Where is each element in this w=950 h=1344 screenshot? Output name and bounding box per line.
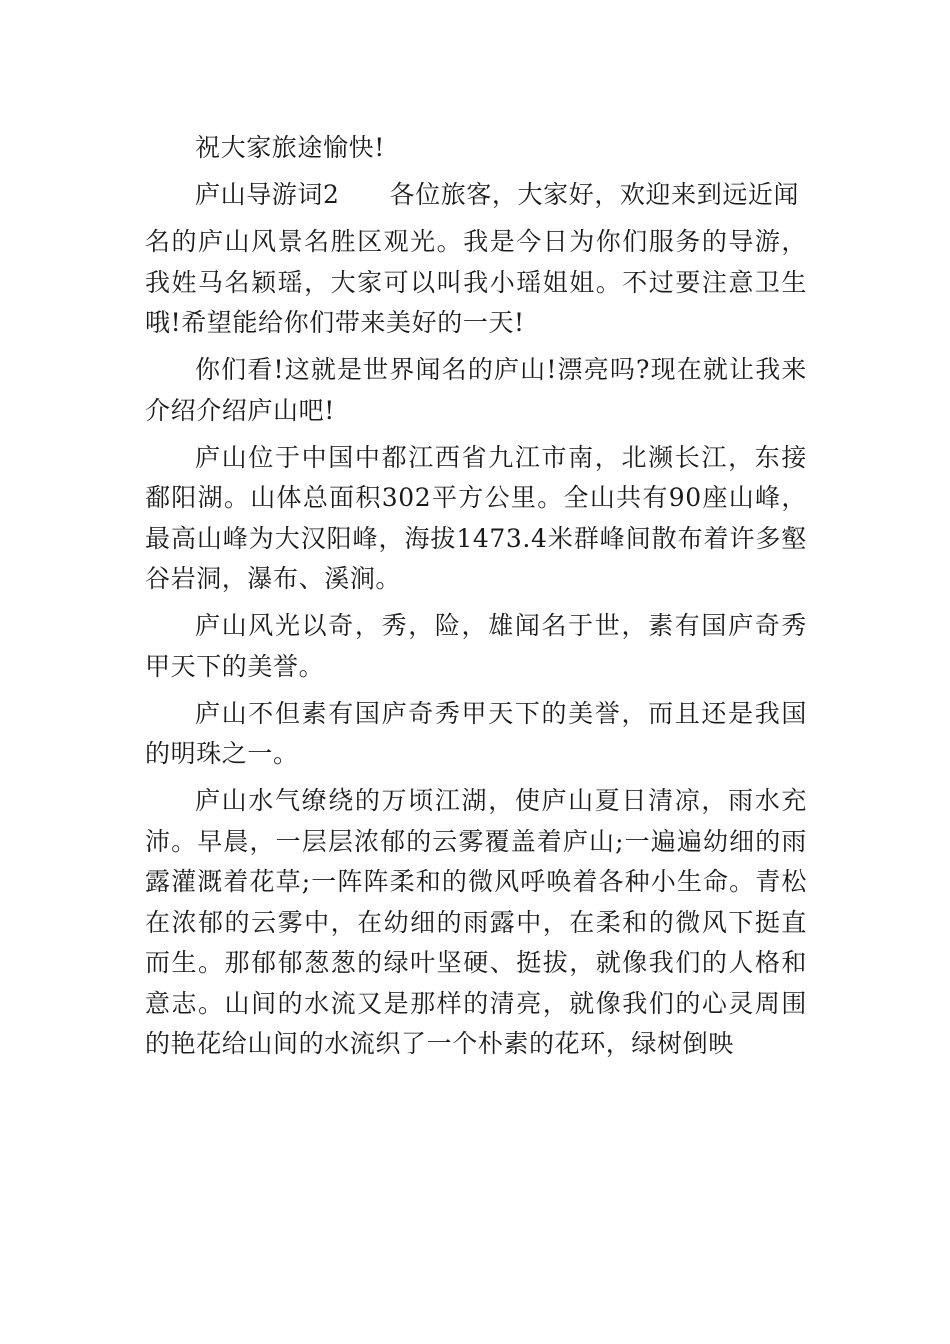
climate-paragraph: 庐山水气缭绕的万顷江湖，使庐山夏日清凉，雨水充沛。早晨，一层层浓郁的云雾覆盖着庐山;一遍遍幼细的雨露灌溉着花草;一阵阵柔和的微风呼唤着各种小生命。青松在浓郁的云雾中，在幼细的雨露中，在柔和的微风下挺直而生。那郁郁葱葱的绿叶坚硬、挺拔，就像我们的人格和意志。山间的水流又是那样的清亮，就像我们的心灵周围的艳花给山间的水流织了一个朴素的花环，绿树倒映: [145, 786, 807, 1058]
pearl-paragraph: 庐山不但素有国庐奇秀甲天下的美誉，而且还是我国的明珠之一。: [145, 698, 807, 768]
closing-wish-paragraph: 祝大家旅途愉快!: [195, 133, 385, 162]
section-heading-paragraph: [145, 175, 807, 216]
scenery-paragraph: 庐山风光以奇，秀，险，雄闻名于世，素有国庐奇秀甲天下的美誉。: [145, 611, 807, 681]
section-opening: 各位旅客，大家好，欢迎来到远近闻: [389, 180, 800, 209]
section-title: 庐山导游词2: [195, 180, 340, 209]
intro-paragraph: 名的庐山风景名胜区观光。我是今日为你们服务的导游，我姓马名颖瑶，大家可以叫我小瑶姐姐。不过要注意卫生哦!希望能给你们带来美好的一天!: [145, 227, 807, 337]
document-body: [145, 128, 807, 1065]
location-paragraph: 庐山位于中国中都江西省九江市南，北濒长江，东接鄱阳湖。山体总面积302平方公里。全山共有90座山峰，最高山峰为大汉阳峰，海拔1473.4米群峰间散布着许多壑谷岩洞，瀑布、溪涧。: [145, 442, 807, 593]
look-paragraph: 你们看!这就是世界闻名的庐山!漂亮吗?现在就让我来介绍介绍庐山吧!: [145, 355, 807, 425]
